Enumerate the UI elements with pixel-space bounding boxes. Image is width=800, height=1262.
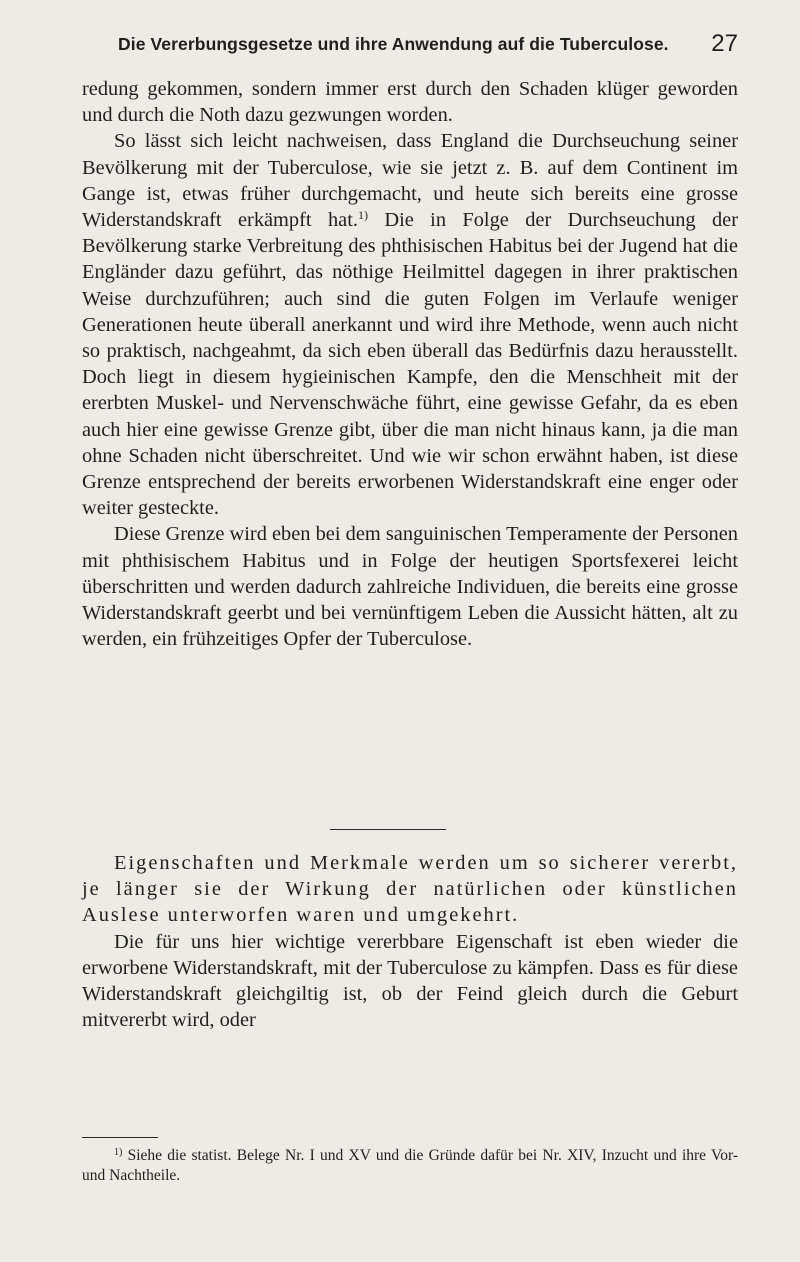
- paragraph-england-part2: Die in Folge der Durchseuchung der Bevölkerung starke Verbreitung des phthisischen Habitus bei der Jugend hat die Engländer dazu geführt, das nöthige Heilmittel dagegen in ihrer praktischen Weise durchzuführen; auch sind die guten Folgen im Verlaufe weniger Generationen heute überall anerkannt und wird ihre Methode, wenn auch nicht so praktisch, nachgeahmt, da sich eben überall das Bedürfnis dazu herausstellt. Doch liegt in diesem hygieinischen Kampfe, den die Menschheit mit der ererbten Muskel- und Nervenschwäche führt, eine gewisse Gefahr, da es eben auch hier eine gewisse Grenze gibt, über die man nicht hinaus kann, ja die man ohne Schaden nicht überschreitet. Und wie wir schon erwähnt haben, ist diese Grenze entsprechend der bereits erworbenen Widerstandskraft eine enger oder weiter gesteckte.: [82, 209, 739, 520]
- page-number: 27: [711, 30, 738, 57]
- paragraph-continued: redung gekommen, sondern immer erst durch den Schaden klüger geworden und durch die Noth dazu gezwungen worden.: [82, 78, 738, 127]
- header-title: Die Vererbungsgesetze und ihre Anwendung auf die Tuberculose.: [118, 34, 669, 54]
- running-header: [118, 30, 738, 60]
- footnote-divider: [82, 1137, 158, 1138]
- footnote-paragraph: [82, 1146, 738, 1186]
- paragraph-england-part1: So lässt sich leicht nachweisen, dass England die Durchseuchung seiner Bevölkerung mit der Tuberculose, wie sie jetzt z. B. auf dem Continent im Gange ist, etwas früher durchgemacht, und heute sich bereits eine grosse Widerstandskraft erkämpft hat.: [82, 130, 738, 232]
- footnote-mark: 1): [114, 1147, 123, 1158]
- footnote: [82, 1146, 738, 1186]
- section-text: [82, 850, 738, 1033]
- main-text: [82, 76, 738, 652]
- thesis-statement: Eigenschaften und Merkmale werden um so sicherer vererbt, je länger sie der Wirkung der natürlichen oder künstlichen Auslese unterworfen waren und umgekehrt.: [82, 852, 738, 927]
- paragraph-widerstandskraft: Die für uns hier wichtige vererbbare Eigenschaft ist eben wieder die erworbene Widerstandskraft, mit der Tuberculose zu kämpfen. Dass es für diese Widerstandskraft gleichgiltig ist, ob der Feind gleich durch die Geburt mitvererbt wird, oder: [82, 930, 738, 1032]
- section-divider: [330, 829, 446, 830]
- footnote-reference: 1): [357, 208, 368, 223]
- footnote-text: Siehe die statist. Belege Nr. I und XV und die Gründe dafür bei Nr. XIV, Inzucht und ihre Vor- und Nachtheile.: [82, 1147, 738, 1184]
- paragraph-grenze: Diese Grenze wird eben bei dem sanguinischen Temperamente der Personen mit phthisischem Habitus und in Folge der heutigen Sportsfexerei leicht überschritten und werden dadurch zahlreiche Individuen, die bereits eine grosse Widerstandskraft geerbt und bei vernünftigem Leben die Aussicht hätten, alt zu werden, ein frühzeitiges Opfer der Tuberculose.: [82, 523, 738, 651]
- paragraph-england: [82, 128, 738, 521]
